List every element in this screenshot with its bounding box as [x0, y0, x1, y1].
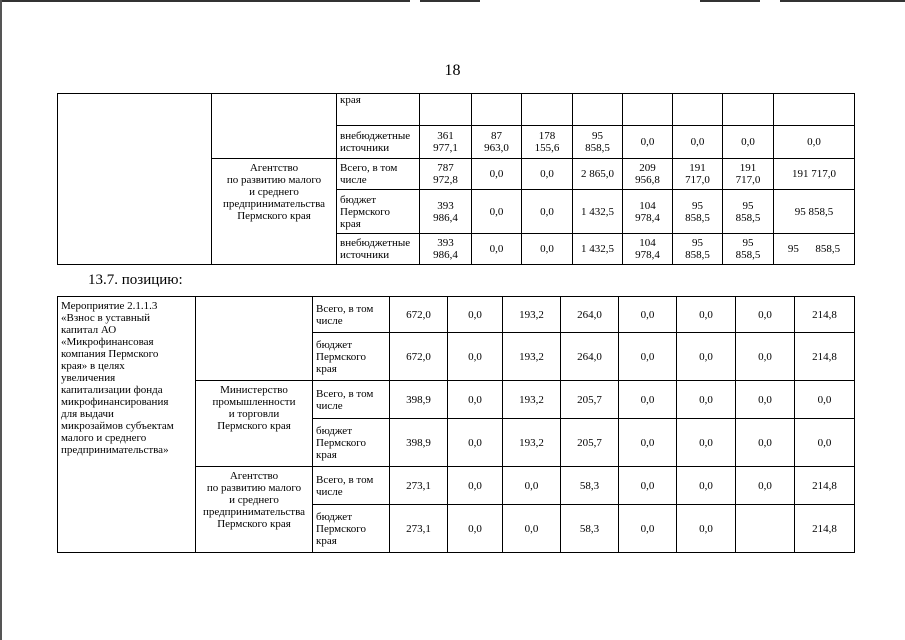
value-cell	[522, 94, 573, 126]
value-cell: 0,0	[677, 419, 736, 467]
value-cell: 214,8	[795, 505, 855, 553]
value-cell: 95 858,5	[673, 190, 723, 234]
value-cell: 205,7	[561, 381, 619, 419]
value-cell: 398,9	[390, 419, 448, 467]
value-cell: 0,0	[522, 190, 573, 234]
value-cell: 95 858,5	[774, 234, 855, 265]
value-cell: 214,8	[795, 333, 855, 381]
value-cell: 0,0	[677, 297, 736, 333]
value-cell: 0,0	[736, 419, 795, 467]
value-cell: 104 978,4	[623, 234, 673, 265]
value-cell: 1 432,5	[573, 234, 623, 265]
source-cell: Всего, в том числе	[337, 159, 420, 190]
value-cell: 0,0	[736, 333, 795, 381]
value-cell: 787 972,8	[420, 159, 472, 190]
budget-table-position	[57, 296, 855, 553]
value-cell	[723, 94, 774, 126]
value-cell: 672,0	[390, 333, 448, 381]
value-cell: 58,3	[561, 467, 619, 505]
value-cell: 95 858,5	[673, 234, 723, 265]
value-cell: 0,0	[677, 381, 736, 419]
executor-cell: Агентство по развитию малого и среднего предпринимательства Пермского края	[196, 467, 313, 553]
scan-artifact-left	[0, 0, 2, 640]
value-cell: 205,7	[561, 419, 619, 467]
value-cell: 0,0	[677, 467, 736, 505]
value-cell: 0,0	[677, 505, 736, 553]
section-title: 13.7. позицию:	[88, 272, 183, 288]
budget-table-continuation	[57, 93, 855, 265]
value-cell: 0,0	[448, 419, 503, 467]
value-cell: 104 978,4	[623, 190, 673, 234]
value-cell: 1 432,5	[573, 190, 623, 234]
value-cell: 393 986,4	[420, 190, 472, 234]
value-cell: 191 717,0	[673, 159, 723, 190]
value-cell: 398,9	[390, 381, 448, 419]
value-cell: 0,0	[448, 467, 503, 505]
value-cell: 0,0	[619, 419, 677, 467]
source-cell: внебюджетные источники	[337, 234, 420, 265]
source-cell: Всего, в том числе	[313, 467, 390, 505]
value-cell: 193,2	[503, 333, 561, 381]
value-cell: 0,0	[619, 505, 677, 553]
value-cell: 0,0	[619, 467, 677, 505]
measure-cell: Мероприятие 2.1.1.3 «Взнос в уставный капитал АО «Микрофинансовая компания Пермского края» в целях увеличения капитализации фонда микрофинансирования для выдачи микрозаймов субъектам малого и среднего предпринимательства»	[58, 297, 196, 553]
scan-artifact-top	[0, 0, 905, 3]
value-cell: 0,0	[795, 381, 855, 419]
value-cell: 191 717,0	[774, 159, 855, 190]
value-cell: 0,0	[448, 333, 503, 381]
value-cell: 273,1	[390, 467, 448, 505]
source-cell: Всего, в том числе	[313, 381, 390, 419]
value-cell: 672,0	[390, 297, 448, 333]
page-number: 18	[444, 62, 461, 79]
source-cell: Всего, в том числе	[313, 297, 390, 333]
value-cell: 0,0	[677, 333, 736, 381]
value-cell: 95 858,5	[723, 234, 774, 265]
value-cell: 193,2	[503, 419, 561, 467]
value-cell	[736, 505, 795, 553]
executor-cell: Министерство промышленности и торговли Пермского края	[196, 381, 313, 467]
value-cell: 209 956,8	[623, 159, 673, 190]
table-row	[58, 297, 855, 333]
value-cell: 361 977,1	[420, 126, 472, 159]
value-cell: 273,1	[390, 505, 448, 553]
value-cell: 58,3	[561, 505, 619, 553]
value-cell: 0,0	[736, 467, 795, 505]
value-cell: 87 963,0	[472, 126, 522, 159]
value-cell: 95 858,5	[573, 126, 623, 159]
value-cell: 0,0	[503, 505, 561, 553]
value-cell: 214,8	[795, 297, 855, 333]
value-cell: 0,0	[795, 419, 855, 467]
source-cell: бюджет Пермского края	[313, 419, 390, 467]
executor-cell	[196, 297, 313, 381]
executor-cell: Агентство по развитию малого и среднего предпринимательства Пермского края	[212, 159, 337, 265]
value-cell: 0,0	[503, 467, 561, 505]
value-cell: 0,0	[472, 190, 522, 234]
value-cell	[623, 94, 673, 126]
value-cell	[472, 94, 522, 126]
source-cell: бюджет Пермского края	[337, 190, 420, 234]
value-cell: 0,0	[736, 297, 795, 333]
source-cell: бюджет Пермского края	[313, 505, 390, 553]
source-cell: внебюджетные источники	[337, 126, 420, 159]
value-cell: 95 858,5	[774, 190, 855, 234]
measure-cell	[58, 94, 212, 265]
value-cell	[573, 94, 623, 126]
executor-cell	[212, 94, 337, 159]
source-cell: бюджет Пермского края	[313, 333, 390, 381]
value-cell: 0,0	[522, 234, 573, 265]
value-cell: 0,0	[736, 381, 795, 419]
value-cell	[420, 94, 472, 126]
value-cell: 264,0	[561, 297, 619, 333]
value-cell: 178 155,6	[522, 126, 573, 159]
value-cell: 0,0	[448, 381, 503, 419]
value-cell: 0,0	[522, 159, 573, 190]
value-cell: 264,0	[561, 333, 619, 381]
value-cell: 0,0	[623, 126, 673, 159]
value-cell: 0,0	[448, 505, 503, 553]
value-cell: 0,0	[472, 159, 522, 190]
value-cell: 0,0	[774, 126, 855, 159]
value-cell: 191 717,0	[723, 159, 774, 190]
value-cell: 0,0	[619, 381, 677, 419]
value-cell: 214,8	[795, 467, 855, 505]
value-cell: 0,0	[723, 126, 774, 159]
table-row	[58, 94, 855, 126]
value-cell: 0,0	[619, 333, 677, 381]
value-cell	[774, 94, 855, 126]
value-cell: 0,0	[673, 126, 723, 159]
value-cell	[673, 94, 723, 126]
value-cell: 193,2	[503, 381, 561, 419]
value-cell: 0,0	[472, 234, 522, 265]
value-cell: 0,0	[619, 297, 677, 333]
value-cell: 2 865,0	[573, 159, 623, 190]
value-cell: 0,0	[448, 297, 503, 333]
value-cell: 193,2	[503, 297, 561, 333]
source-cell: края	[337, 94, 420, 126]
value-cell: 95 858,5	[723, 190, 774, 234]
value-cell: 393 986,4	[420, 234, 472, 265]
